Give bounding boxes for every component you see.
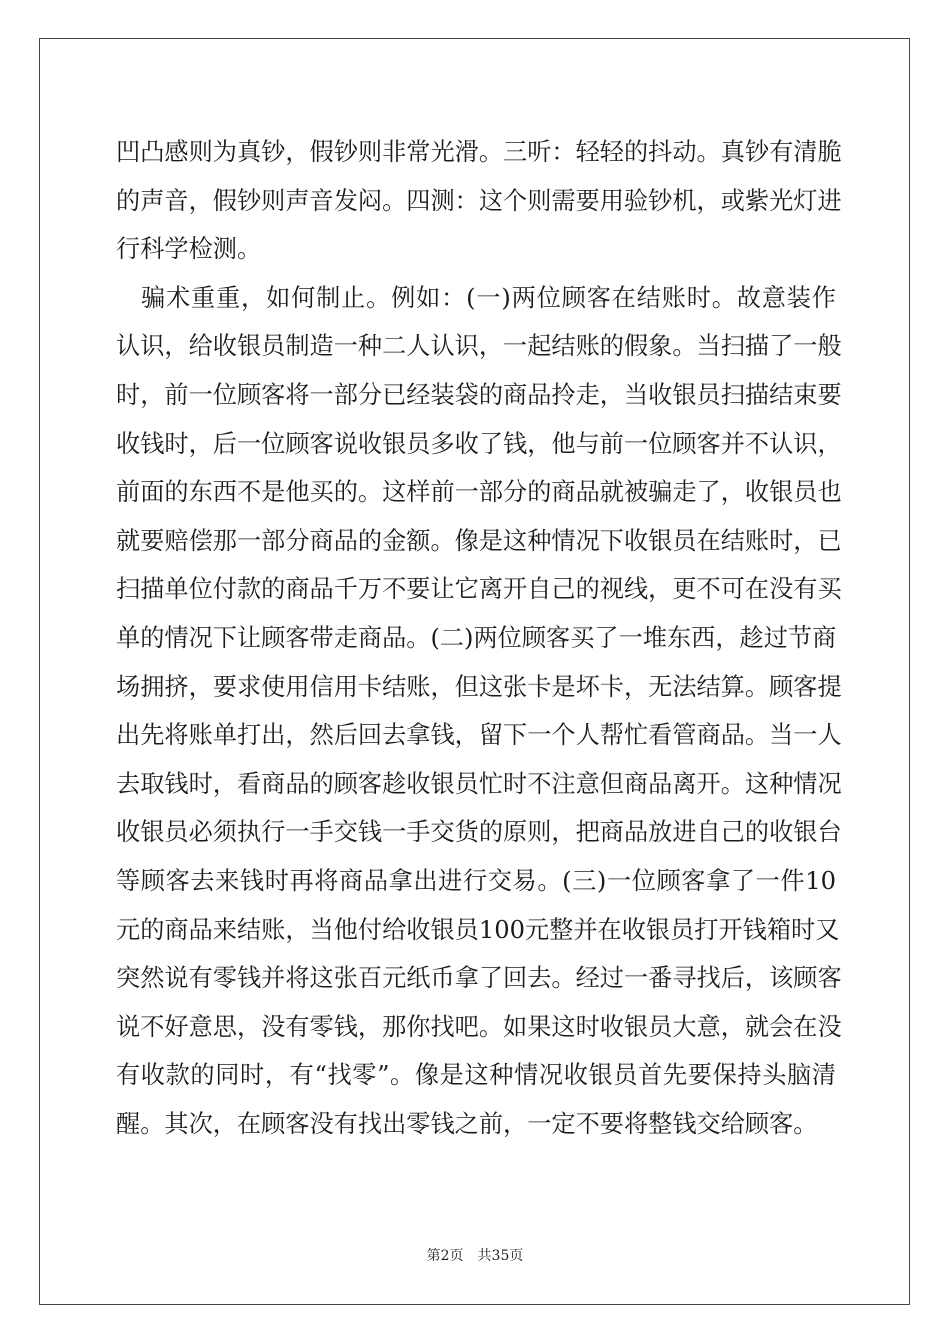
text-line: 醒。其次，在顾客没有找出零钱之前，一定不要将整钱交给顾客。 (116, 1109, 818, 1138)
text-line: 单的情况下让顾客带走商品。(二)两位顾客买了一堆东西，趁过节商 (116, 623, 837, 652)
text-line: 收钱时，后一位顾客说收银员多收了钱，他与前一位顾客并不认识， (116, 429, 842, 458)
document-body (116, 128, 842, 1148)
text-line: 说不好意思，没有零钱，那你找吧。如果这时收银员大意，就会在没 (116, 1012, 842, 1041)
text-line: 有收款的同时，有“找零”。像是这种情况收银员首先要保持头脑清 (116, 1061, 836, 1090)
text-line: 骗术重重，如何制止。例如：(一)两位顾客在结账时。故意装作 (116, 283, 836, 312)
text-line: 前面的东西不是他买的。这样前一部分的商品就被骗走了，收银员也 (116, 478, 842, 507)
text-line: 元的商品来结账，当他付给收银员100元整并在收银员打开钱箱时又 (116, 915, 840, 944)
text-line: 的声音，假钞则声音发闷。四测：这个则需要用验钞机，或紫光灯进 (116, 186, 842, 215)
text-line: 时，前一位顾客将一部分已经装袋的商品拎走，当收银员扫描结束要 (116, 380, 842, 409)
text-line: 行科学检测。 (116, 235, 262, 264)
paragraph-1 (116, 128, 842, 274)
text-line: 收银员必须执行一手交钱一手交货的原则，把商品放进自己的收银台 (116, 818, 842, 847)
text-line: 认识，给收银员制造一种二人认识，一起结账的假象。当扫描了一般 (116, 332, 842, 361)
text-line: 扫描单位付款的商品千万不要让它离开自己的视线，更不可在没有买 (116, 575, 842, 604)
text-line: 等顾客去来钱时再将商品拿出进行交易。(三)一位顾客拿了一件10 (116, 866, 836, 895)
text-line: 凹凸感则为真钞，假钞则非常光滑。三听：轻轻的抖动。真钞有清脆 (116, 138, 842, 166)
text-line: 去取钱时，看商品的顾客趁收银员忙时不注意但商品离开。这种情况 (116, 769, 842, 798)
paragraph-2 (116, 274, 842, 1149)
page-number-footer: 第2页 共35页 (426, 1248, 524, 1264)
text-line: 突然说有零钱并将这张百元纸币拿了回去。经过一番寻找后，该顾客 (116, 964, 842, 993)
text-line: 就要赔偿那一部分商品的金额。像是这种情况下收银员在结账时，已 (116, 526, 842, 555)
text-line: 场拥挤，要求使用信用卡结账，但这张卡是坏卡，无法结算。顾客提 (116, 672, 842, 701)
text-line: 出先将账单打出，然后回去拿钱，留下一个人帮忙看管商品。当一人 (116, 721, 842, 750)
